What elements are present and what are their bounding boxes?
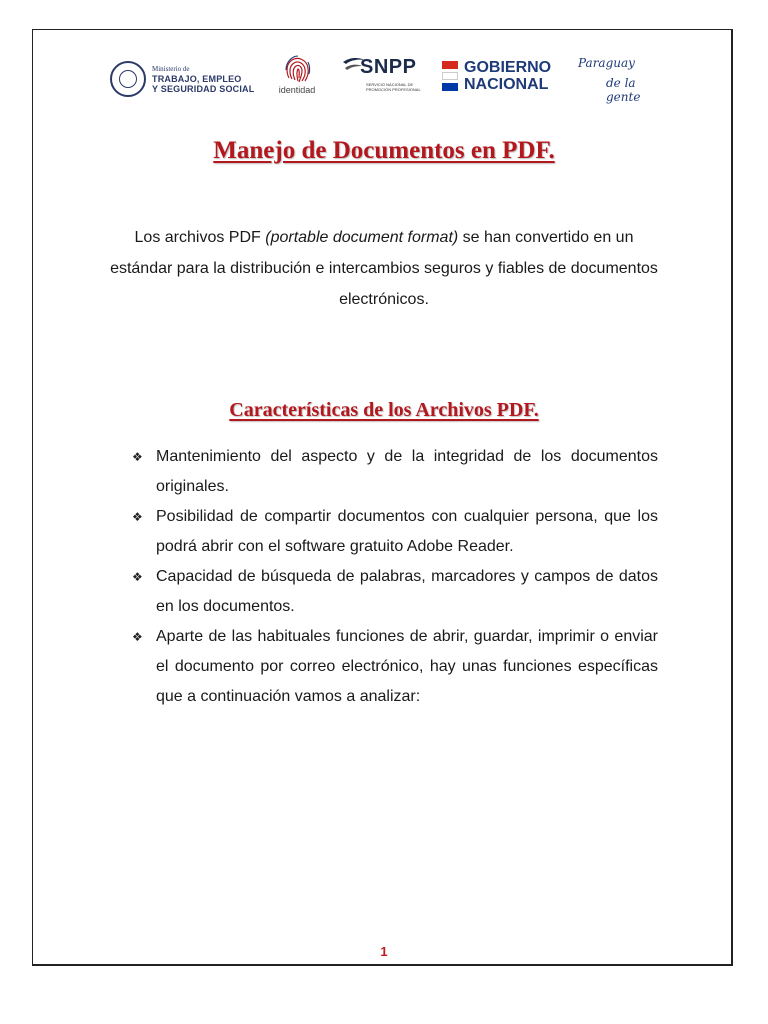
diamond-bullet-icon: ❖: [132, 510, 143, 524]
identidad-logo: [272, 52, 322, 102]
list-item: [132, 622, 658, 712]
mtess-line-3: Y SEGURIDAD SOCIAL: [152, 84, 255, 94]
fingerprint-icon: [280, 52, 314, 86]
list-item-text: Posibilidad de compartir documentos con cualquier persona, que los podrá abrir con el software gratuito Adobe Reader.: [156, 508, 658, 555]
list-item-text: Mantenimiento del aspecto y de la integridad de los documentos originales.: [156, 448, 658, 495]
intro-text-italic: (portable document format): [265, 229, 459, 246]
gobierno-nacional-logo: [442, 56, 566, 96]
list-item-text: Capacidad de búsqueda de palabras, marcadores y campos de datos en los documentos.: [156, 568, 658, 615]
list-item: [132, 502, 658, 562]
gobierno-line-2: NACIONAL: [464, 76, 549, 93]
mtess-line-1: Ministerio de: [152, 65, 190, 73]
paraguay-line-1: Paraguay: [578, 56, 635, 70]
snpp-wordmark: SNPP: [360, 56, 417, 78]
diamond-bullet-icon: ❖: [132, 570, 143, 584]
flag-icon: [442, 61, 458, 91]
gobierno-line-1: GOBIERNO: [464, 59, 552, 76]
paraguay-de-la-gente-logo: [576, 56, 662, 104]
list-item: [132, 442, 658, 502]
section-subtitle: Características de los Archivos PDF.: [229, 399, 539, 421]
intro-text-end: se han convertido en un estándar para la distribución e intercambios seguros y fiables de documentos electrónicos.: [110, 229, 658, 308]
diamond-bullet-icon: ❖: [132, 450, 143, 464]
identidad-label: identidad: [278, 85, 316, 95]
list-item-text: Aparte de las habituales funciones de abrir, guardar, imprimir o enviar el documento por correo electrónico, hay unas funciones específicas que a continuación vamos a analizar:: [156, 628, 658, 705]
snpp-logo: [342, 52, 432, 98]
diamond-bullet-icon: ❖: [132, 630, 143, 644]
national-seal-icon: [110, 61, 146, 97]
intro-text-start: Los archivos PDF: [134, 229, 266, 246]
features-list: [132, 442, 658, 712]
snpp-subtitle: SERVICIO NACIONAL DE PROMOCIÓN PROFESIONAL: [366, 82, 421, 92]
intro-paragraph: [108, 222, 660, 315]
page-number: 1: [380, 944, 388, 959]
document-title: Manejo de Documentos en PDF.: [213, 137, 555, 164]
mtess-logo: [110, 56, 260, 102]
paraguay-line-2: de la gente: [606, 76, 641, 104]
header-logos: [0, 0, 768, 110]
mtess-line-2: TRABAJO, EMPLEO: [152, 74, 242, 84]
list-item: [132, 562, 658, 622]
